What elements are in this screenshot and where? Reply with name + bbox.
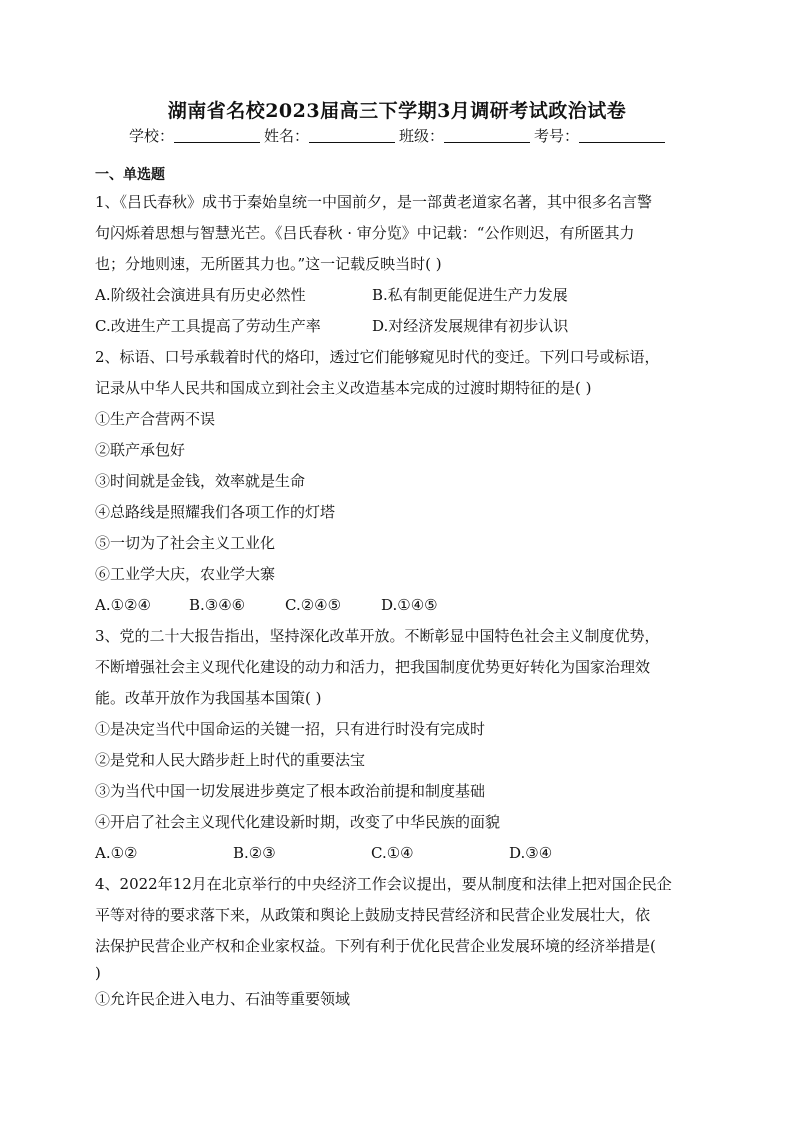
question-1-options-row: [95, 280, 700, 311]
class-blank[interactable]: [444, 128, 530, 143]
question-3-item: ①是决定当代中国命运的关键一招，只有进行时没有完成时: [95, 720, 486, 738]
question-2: [95, 342, 700, 621]
question-3: [95, 621, 700, 869]
question-1: [95, 187, 700, 342]
exam-content: [95, 164, 700, 1015]
question-2-item: ③时间就是金钱，效率就是生命: [95, 472, 306, 490]
question-1-option-d[interactable]: D.对经济发展规律有初步认识: [372, 317, 569, 335]
question-3-options-row: [95, 838, 700, 869]
question-1-options-row: [95, 311, 700, 342]
question-3-option-a[interactable]: A.①②: [95, 844, 138, 862]
question-3-item: ②是党和人民大踏步赶上时代的重要法宝: [95, 751, 366, 769]
question-3-line: 能。改革开放作为我国基本国策( ): [95, 689, 322, 707]
student-info-row: [0, 125, 794, 146]
question-2-item: ⑤一切为了社会主义工业化: [95, 534, 276, 552]
question-1-option-a[interactable]: A.阶级社会演进具有历史必然性: [95, 286, 306, 304]
question-3-option-b[interactable]: B.②③: [233, 844, 276, 862]
question-2-line: 2、标语、口号承载着时代的烙印，透过它们能够窥见时代的变迁。下列口号或标语，: [95, 348, 660, 366]
exam-title: 湖南省名校2023届高三下学期3月调研考试政治试卷: [167, 100, 627, 122]
class-label: 班级：: [399, 127, 445, 145]
name-blank[interactable]: [309, 128, 395, 143]
question-4-line: 法保护民营企业产权和企业家权益。下列有利于优化民营企业发展环境的经济举措是(: [95, 937, 656, 955]
school-label: 学校：: [128, 127, 174, 145]
question-3-line: 3、党的二十大报告指出，坚持深化改革开放。不断彰显中国特色社会主义制度优势，: [95, 627, 660, 645]
name-label: 姓名：: [263, 127, 309, 145]
question-4-line: 4、2022年12月在北京举行的中央经济工作会议提出，要从制度和法律上把对国企民企: [95, 875, 672, 893]
question-2-item: ②联产承包好: [95, 441, 186, 459]
question-4: [95, 869, 700, 1015]
question-2-options-row: [95, 590, 700, 621]
question-4-line: ): [95, 964, 101, 982]
question-1-option-b[interactable]: B.私有制更能促进生产力发展: [372, 286, 568, 304]
question-2-line: 记录从中华人民共和国成立到社会主义改造基本完成的过渡时期特征的是( ): [95, 379, 592, 397]
question-2-item: ④总路线是照耀我们各项工作的灯塔: [95, 503, 336, 521]
question-3-option-d[interactable]: D.③④: [509, 844, 553, 862]
question-3-line: 不断增强社会主义现代化建设的动力和活力，把我国制度优势更好转化为国家治理效: [95, 658, 651, 676]
question-2-option-a[interactable]: A.①②④: [95, 596, 151, 614]
question-2-item: ①生产合营两不误: [95, 410, 216, 428]
section-heading: 一、单选题: [95, 167, 165, 183]
question-1-line: 1、《吕氏春秋》成书于秦始皇统一中国前夕，是一部黄老道家名著，其中很多名言警: [95, 193, 653, 211]
question-3-option-c[interactable]: C.①④: [371, 844, 414, 862]
question-3-item: ③为当代中国一切发展进步奠定了根本政治前提和制度基础: [95, 782, 486, 800]
question-2-option-b[interactable]: B.③④⑥: [189, 596, 246, 614]
question-4-item: ①允许民企进入电力、石油等重要领域: [95, 990, 351, 1008]
question-2-option-c[interactable]: C.②④⑤: [285, 596, 342, 614]
question-2-option-d[interactable]: D.①④⑤: [381, 596, 438, 614]
question-2-item: ⑥工业学大庆，农业学大寨: [95, 565, 276, 583]
question-1-line: 句闪烁着思想与智慧光芒。《吕氏春秋 · 审分览》中记载：“公作则迟，有所匿其力: [95, 224, 635, 242]
question-3-item: ④开启了社会主义现代化建设新时期，改变了中华民族的面貌: [95, 813, 501, 831]
question-4-line: 平等对待的要求落下来，从政策和舆论上鼓励支持民营经济和民营企业发展壮大，依: [95, 906, 651, 924]
question-1-line: 也；分地则速，无所匿其力也。”这一记载反映当时( ): [95, 255, 442, 273]
question-1-option-c[interactable]: C.改进生产工具提高了劳动生产率: [95, 317, 321, 335]
school-blank[interactable]: [174, 128, 260, 143]
exam-no-blank[interactable]: [579, 128, 665, 143]
exam-no-label: 考号：: [534, 127, 580, 145]
